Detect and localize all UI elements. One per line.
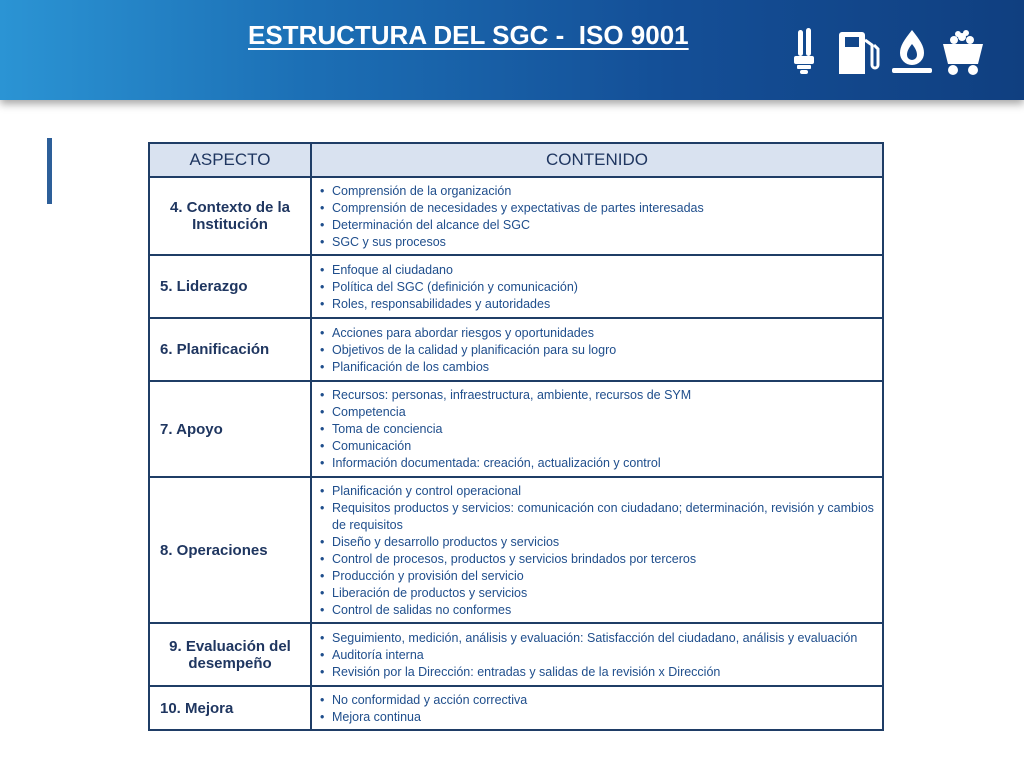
content-cell (311, 177, 883, 255)
accent-bar (47, 138, 52, 204)
list-item: • Control de procesos, productos y servicios brindados por terceros (320, 551, 874, 568)
structure-table (148, 142, 884, 731)
aspect-cell: 10. Mejora (149, 686, 311, 730)
column-header-aspecto: ASPECTO (149, 143, 311, 177)
header-banner (0, 0, 1024, 100)
list-item: • Toma de conciencia (320, 421, 874, 438)
content-list (320, 262, 874, 313)
content-cell (311, 686, 883, 730)
fuel-pump-icon (839, 32, 878, 74)
aspect-cell: 8. Operaciones (149, 477, 311, 623)
gas-flame-icon (892, 30, 932, 73)
list-item: • Revisión por la Dirección: entradas y salidas de la revisión x Dirección (320, 664, 874, 681)
content-cell (311, 255, 883, 318)
content-cell (311, 477, 883, 623)
content-cell (311, 318, 883, 381)
list-item: • Política del SGC (definición y comunicación) (320, 279, 874, 296)
aspect-cell: 9. Evaluación del desempeño (149, 623, 311, 686)
lightbulb-icon (794, 28, 814, 74)
list-item: • Requisitos productos y servicios: comunicación con ciudadano; determinación, revisión y cambios de requisitos (320, 500, 874, 534)
list-item: • Comunicación (320, 438, 874, 455)
list-item: • Liberación de productos y servicios (320, 585, 874, 602)
content-list (320, 325, 874, 376)
sector-icons (788, 26, 988, 78)
content-cell (311, 381, 883, 477)
content-list (320, 630, 874, 681)
table-row (149, 477, 883, 623)
table-header-row (149, 143, 883, 177)
table-row (149, 177, 883, 255)
list-item: • Recursos: personas, infraestructura, ambiente, recursos de SYM (320, 387, 874, 404)
list-item: • Seguimiento, medición, análisis y evaluación: Satisfacción del ciudadano, análisis y evaluación (320, 630, 874, 647)
table-row (149, 255, 883, 318)
list-item: • Competencia (320, 404, 874, 421)
list-item: • Acciones para abordar riesgos y oportunidades (320, 325, 874, 342)
content-list (320, 483, 874, 619)
list-item: • Comprensión de la organización (320, 183, 874, 200)
list-item: • Enfoque al ciudadano (320, 262, 874, 279)
list-item: • Control de salidas no conformes (320, 602, 874, 619)
list-item: • Planificación y control operacional (320, 483, 874, 500)
list-item: • Auditoría interna (320, 647, 874, 664)
table-row (149, 686, 883, 730)
table-row (149, 318, 883, 381)
mining-cart-icon (943, 30, 983, 75)
aspect-cell: 7. Apoyo (149, 381, 311, 477)
aspect-cell: 5. Liderazgo (149, 255, 311, 318)
aspect-cell: 4. Contexto de la Institución (149, 177, 311, 255)
list-item: • No conformidad y acción correctiva (320, 692, 874, 709)
aspect-cell: 6. Planificación (149, 318, 311, 381)
list-item: • Producción y provisión del servicio (320, 568, 874, 585)
list-item: • Diseño y desarrollo productos y servicios (320, 534, 874, 551)
list-item: • Mejora continua (320, 709, 874, 726)
list-item: • Determinación del alcance del SGC (320, 217, 874, 234)
list-item: • SGC y sus procesos (320, 234, 874, 251)
content-list (320, 183, 874, 251)
list-item: • Planificación de los cambios (320, 359, 874, 376)
list-item: • Roles, responsabilidades y autoridades (320, 296, 874, 313)
structure-table-container (148, 142, 884, 731)
page-title: ESTRUCTURA DEL SGC - ISO 9001 (248, 20, 689, 50)
content-list (320, 387, 874, 472)
table-row (149, 623, 883, 686)
column-header-contenido: CONTENIDO (311, 143, 883, 177)
content-list (320, 692, 874, 726)
list-item: • Comprensión de necesidades y expectativas de partes interesadas (320, 200, 874, 217)
list-item: • Información documentada: creación, actualización y control (320, 455, 874, 472)
list-item: • Objetivos de la calidad y planificación para su logro (320, 342, 874, 359)
content-cell (311, 623, 883, 686)
table-row (149, 381, 883, 477)
